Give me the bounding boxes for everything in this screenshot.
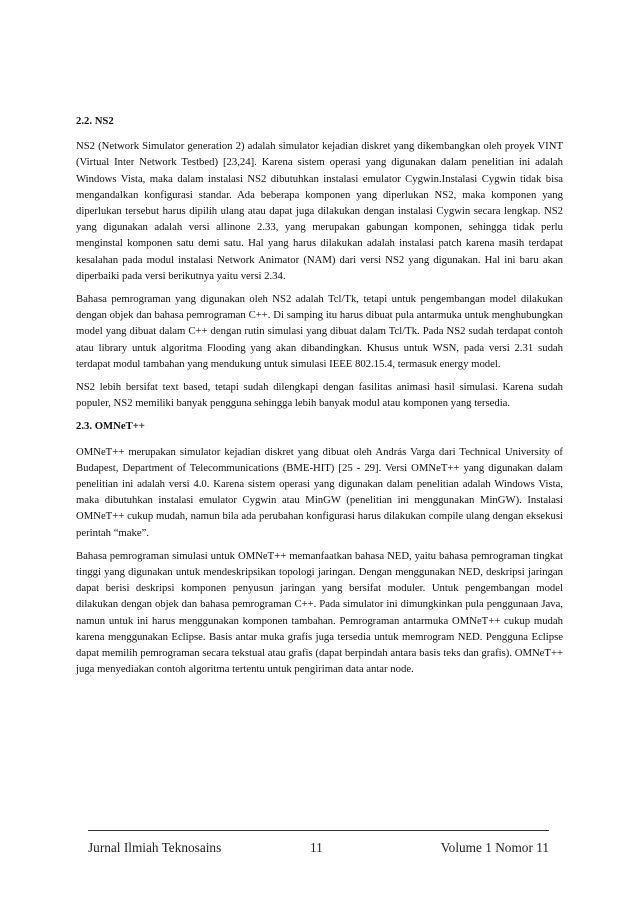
page-body — [76, 113, 563, 685]
volume-info: Volume 1 Nomor 11 — [440, 840, 549, 855]
page-number: 11 — [310, 840, 323, 855]
paragraph: OMNeT++ merupakan simulator kejadian diskret yang dibuat oleh András Varga dari Technical University of Budapest, Department of Telecommunications (BME-HIT) [25 - 29]. Versi OMNeT++ yang digunakan dalam penelitian ini adalah versi 4.0. Karena sistem operasi yang digunakan dalam penelitian adalah Windows Vista, maka dibutuhkan instalasi emulator Cygwin atau MinGW (penelitian ini menggunakan MinGW). Instalasi OMNeT++ cukup mudah, namun bila ada perubahan konfigurasi harus dilakukan compile ulang dengan eksekusi perintah “make”. — [76, 445, 563, 539]
page-footer — [88, 840, 549, 856]
section-heading: 2.2. NS2 — [76, 115, 114, 127]
section-ns2 — [76, 113, 563, 411]
section-heading: 2.3. OMNeT++ — [76, 420, 145, 433]
footer-divider — [88, 830, 549, 831]
paragraph: Bahasa pemrograman simulasi untuk OMNeT++ memanfaatkan bahasa NED, yaitu bahasa pemrograman tingkat tinggi yang digunakan untuk mendeskripsikan topologi jaringan. Dengan menggunakan NED, deskripsi jaringan dapat berisi deskripsi komponen penyusun jaringan yang bersifat moduler. Untuk pengembangan model dilakukan dengan objek dan bahasa pemrograman C++. Pada simulator ini dimungkinkan pula penggunaan Java, namun untuk ini harus menggunakan komponen tambahan. Pemrograman antarmuka OMNeT++ cukup mudah karena menggunakan Eclipse. Basis antar muka grafis juga tersedia untuk memrogram NED. Pengguna Eclipse dapat memilih pemrograman secara tekstual atau grafis (dapat berpindah antara basis teks dan grafis). OMNeT++ juga menyediakan contoh algoritma tertentu untuk pengiriman data antar node. — [76, 549, 563, 676]
section-omnet — [76, 418, 563, 677]
paragraph: NS2 (Network Simulator generation 2) adalah simulator kejadian diskret yang dikembangkan oleh proyek VINT (Virtual Inter Network Testbed) [23,24]. Karena sistem operasi yang digunakan dalam penelitian ini adalah Windows Vista, maka dalam instalasi NS2 dibutuhkan instalasi emulator Cygwin.Instalasi Cygwin tidak bisa mengandalkan konfigurasi standar. Ada beberapa komponen yang diperlukan NS2, maka komponen yang diperlukan tersebut harus dipilih ulang atau dapat juga dilakukan dengan instalasi Cygwin secara lengkap. NS2 yang digunakan adalah versi allinone 2.33, yang merupakan gabungan komponen, sehingga tidak perlu menginstal komponen satu demi satu. Hal yang harus dilakukan adalah instalasi patch karena masih terdapat kesalahan pada modul instalasi Network Animator (NAM) dari versi NS2 yang digunakan. Hal ini baru akan diperbaiki pada versi berikutnya yaitu versi 2.34. — [76, 140, 563, 282]
paragraph: NS2 lebih bersifat text based, tetapi sudah dilengkapi dengan fasilitas animasi hasil simulasi. Karena sudah populer, NS2 memiliki banyak pengguna sehingga lebih banyak modul atau komponen yang tersedia. — [76, 381, 563, 410]
journal-name: Jurnal Ilmiah Teknosains — [88, 840, 222, 855]
paragraph: Bahasa pemrograman yang digunakan oleh NS2 adalah Tcl/Tk, tetapi untuk pengembangan model dilakukan dengan objek dan bahasa pemrograman C++. Di samping itu harus dibuat pula antarmuka untuk menghubungkan model yang dibuat dalam C++ dengan rutin simulasi yang dibuat dalam Tcl/Tk. Pada NS2 sudah terdapat contoh atau library untuk algoritma Flooding yang akan dibandingkan. Khusus untuk WSN, pada versi 2.31 sudah terdapat modul tambahan yang mendukung untuk simulasi IEEE 802.15.4, termasuk energy model. — [76, 293, 563, 370]
